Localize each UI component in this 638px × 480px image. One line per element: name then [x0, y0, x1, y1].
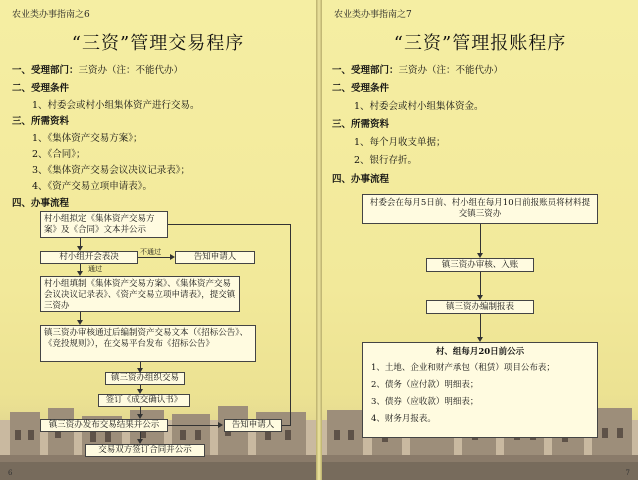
flow-connector [168, 224, 290, 225]
flow-connector [282, 425, 290, 426]
notify-applicant-box: 告知申请人 [175, 251, 255, 264]
page-number: 7 [625, 469, 630, 477]
section-1-text: 三资办（注：不能代办） [78, 65, 184, 76]
section-3-item: 1、每个月收支单据； [354, 137, 446, 148]
publicity-item: 1、土地、企业和财产承包（租赁）项目公布表； [371, 363, 555, 373]
flow-step-7: 镇三资办发布交易结果并公示 [40, 419, 168, 432]
section-3-item: 1、《集体资产交易方案》； [32, 133, 143, 144]
page-title: “三资”管理交易程序 [71, 33, 245, 54]
publicity-item: 2、债务（应付款）明细表； [371, 380, 479, 390]
pass-label: 通过 [88, 265, 102, 273]
flow-step-6: 签订《成交确认书》 [98, 394, 190, 407]
section-3-item: 2、银行存折。 [354, 155, 418, 166]
flow-connector [480, 314, 481, 338]
flow-connector [480, 272, 481, 296]
flow-step-3: 镇三资办编制报表 [426, 300, 534, 314]
section-3-item: 2、《合同》； [32, 149, 86, 160]
page-number: 6 [8, 469, 13, 477]
section-2-label: 二、受理条件 [332, 83, 390, 94]
flow-step-1: 村委会在每月5日前、村小组在每月10日前报账员将材料提交镇三资办 [362, 194, 598, 224]
not-pass-label: 不通过 [140, 248, 161, 256]
page-title: “三资”管理报账程序 [393, 33, 567, 54]
section-1 [332, 62, 503, 76]
publicity-item: 3、债券（应收款）明细表； [371, 397, 479, 407]
flow-step-3: 村小组填制《集体资产交易方案》、《集体资产交易会议决议记录表》、《资产交易立项申请表》，提交镇三资办 [40, 276, 240, 312]
flow-connector [138, 257, 172, 258]
page-header: 农业类办事指南之6 [12, 10, 90, 20]
section-1-label: 一、受理部门： [332, 65, 399, 76]
section-1 [12, 62, 183, 76]
section-3-item: 3、《集体资产交易会议决议记录表》； [32, 165, 191, 176]
section-2-item: 1、村委会或村小组集体资金。 [354, 101, 484, 112]
flow-step-8: 交易双方签订合同并公示 [85, 444, 205, 457]
right-page [322, 0, 638, 480]
notify-applicant-box-2: 告知申请人 [224, 419, 282, 432]
flow-connector [480, 224, 481, 254]
section-3-label: 三、所需资料 [332, 119, 390, 130]
left-page [0, 0, 316, 480]
section-2-label: 二、受理条件 [12, 83, 70, 94]
flow-connector [290, 224, 291, 426]
section-4-label: 四、办事流程 [332, 174, 390, 185]
flow-step-5: 镇三资办组织交易 [105, 372, 185, 385]
section-4-label: 四、办事流程 [12, 198, 70, 209]
section-2-item: 1、村委会或村小组集体资产进行交易。 [32, 100, 200, 111]
flow-connector [168, 425, 219, 426]
flow-step-2: 村小组开会表决 [40, 251, 138, 264]
flow-step-1: 村小组拟定《集体资产交易方案》及《合同》文本并公示 [40, 211, 168, 238]
section-3-label: 三、所需资料 [12, 116, 70, 127]
section-1-label: 一、受理部门： [12, 65, 79, 76]
section-1-text: 三资办（注：不能代办） [398, 65, 504, 76]
arrow-right-icon [218, 422, 223, 428]
flow-step-4: 镇三资办审核通过后编制资产交易文本（《招标公告》、《竞投规则》），在交易平台发布《招标公告》 [40, 325, 256, 362]
page-header: 农业类办事指南之7 [334, 10, 412, 20]
section-3-item: 4、《资产交易立项申请表》。 [32, 181, 153, 192]
flow-step-4 [362, 342, 598, 438]
publicity-title: 村、组每月20日前公示 [435, 347, 525, 357]
flow-step-2: 镇三资办审核、入账 [426, 258, 534, 272]
publicity-item: 4、财务月报表。 [371, 414, 436, 424]
